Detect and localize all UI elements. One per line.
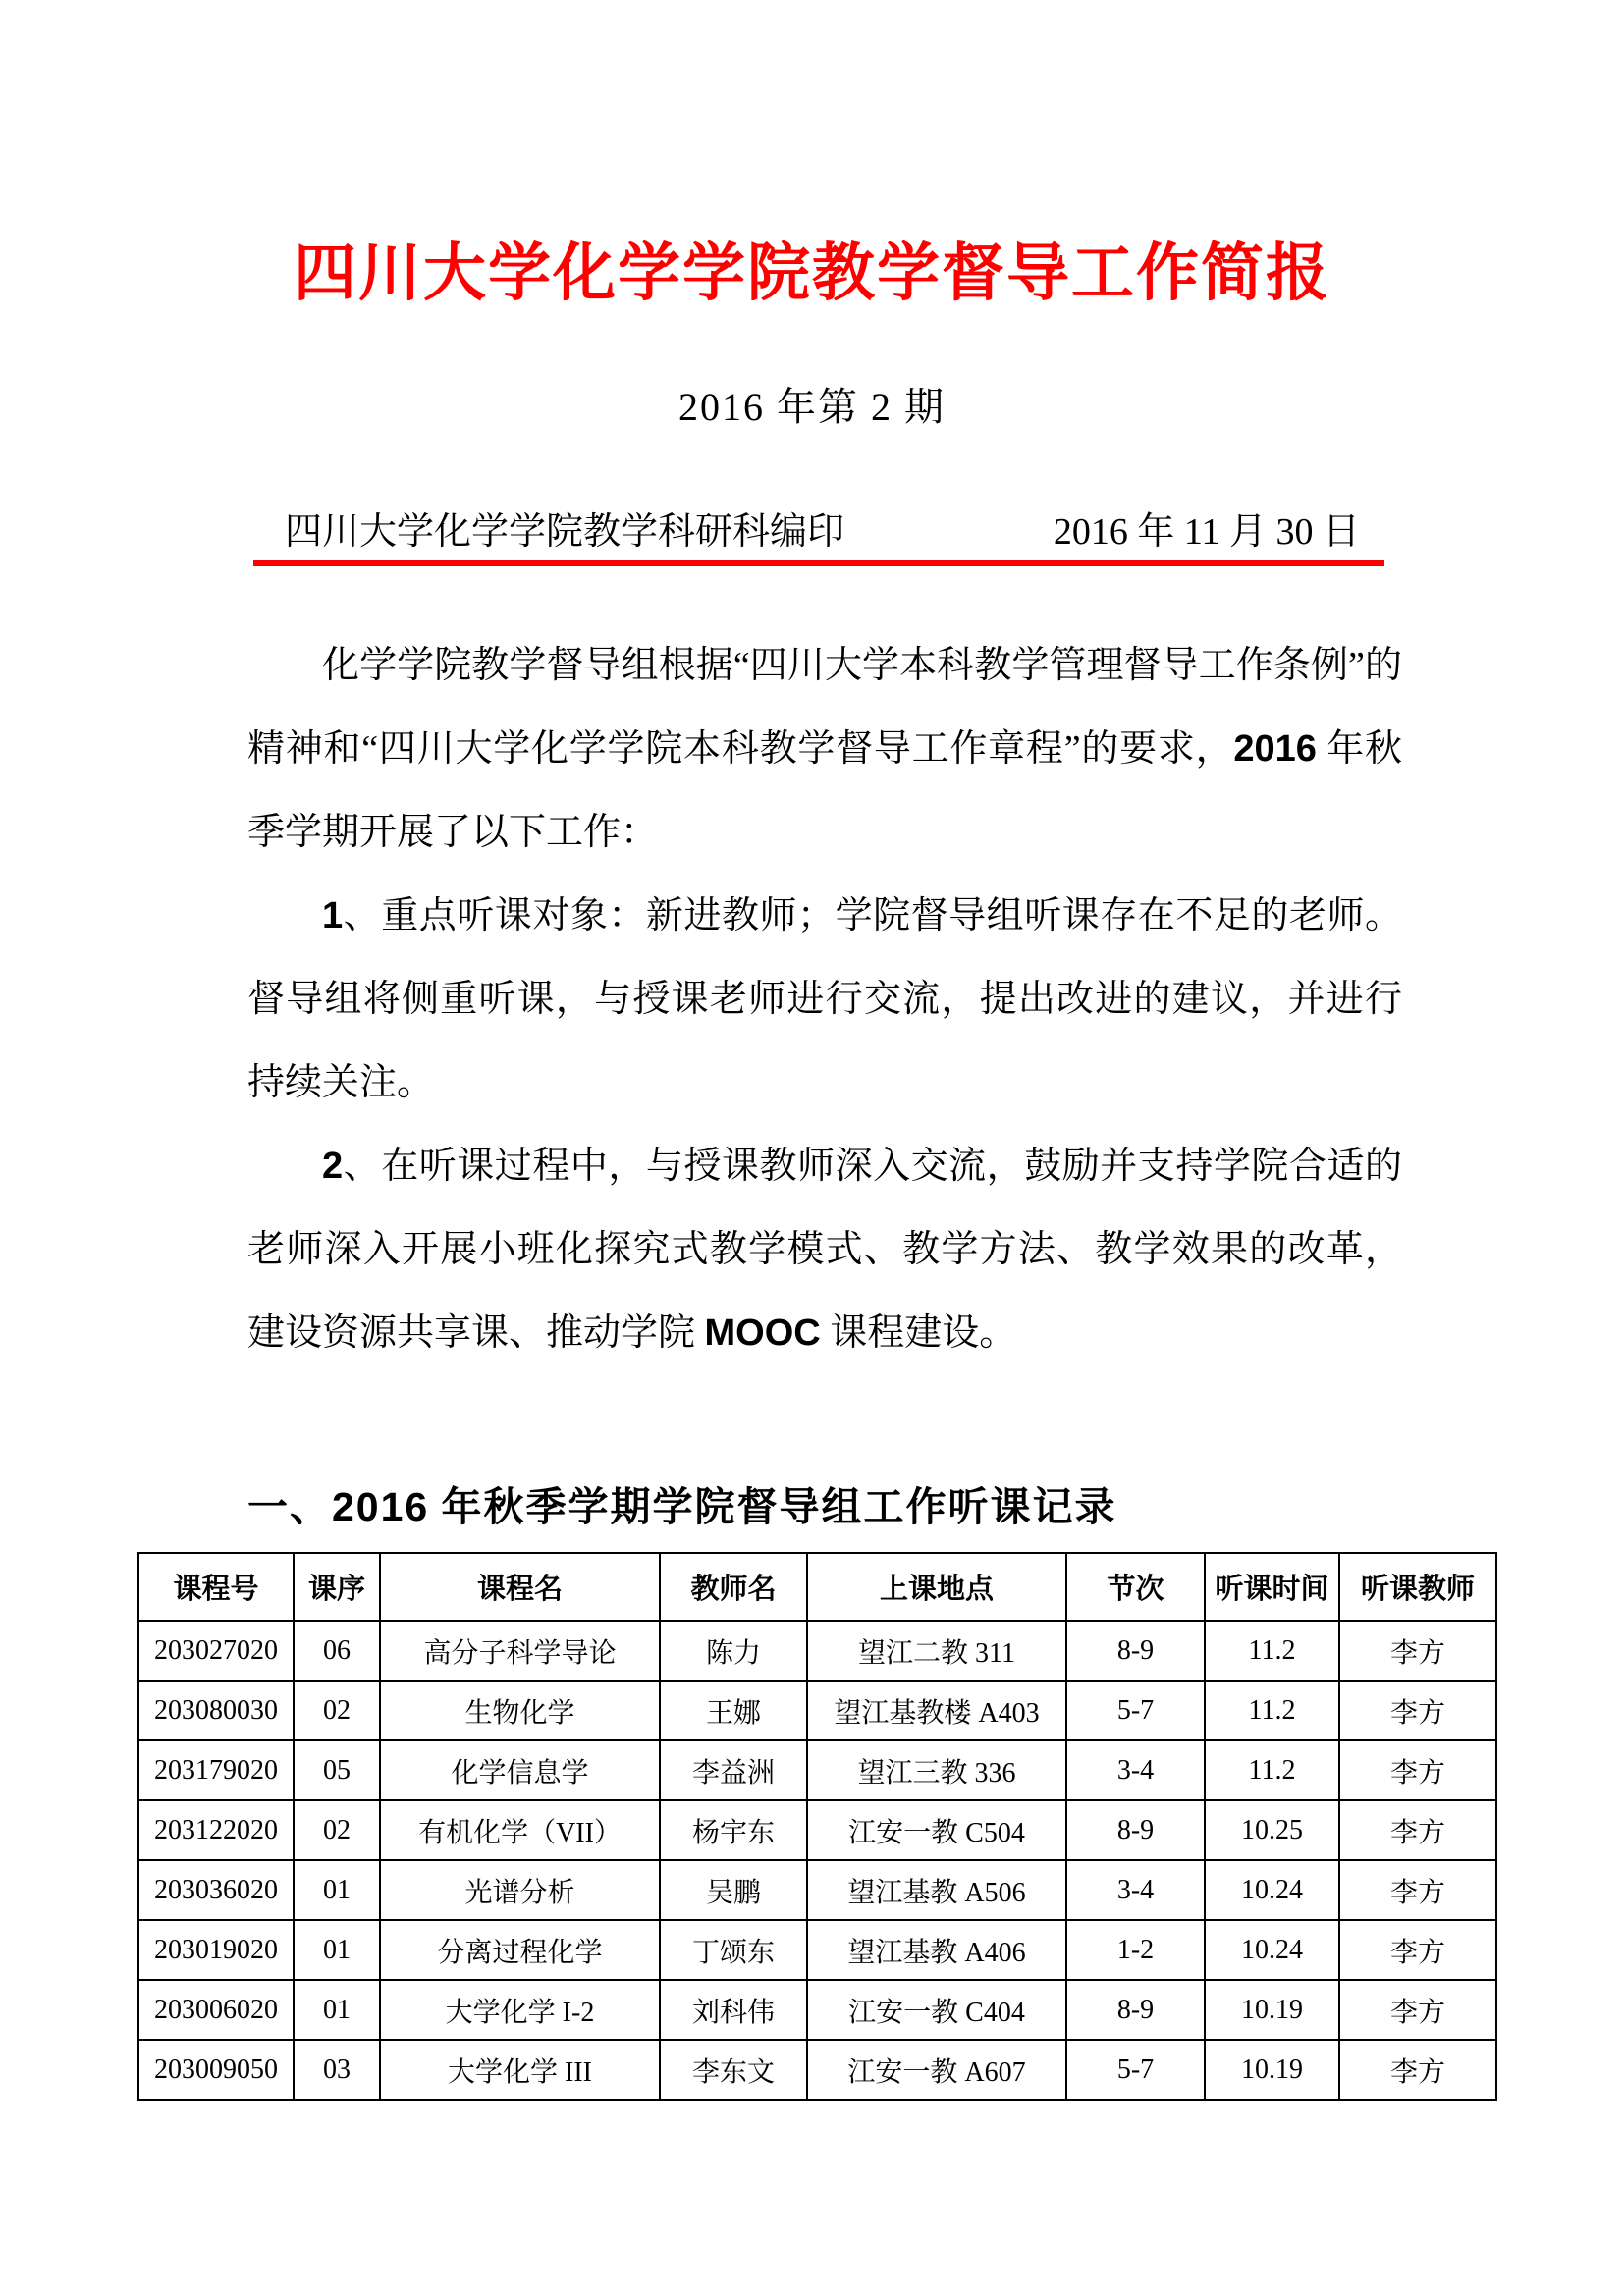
table-cell: 203019020 [138,1920,294,1980]
table-row [138,1800,1496,1860]
table-cell: 10.19 [1205,2040,1339,2100]
table-cell: 李方 [1339,1740,1496,1800]
table-cell: 11.2 [1205,1681,1339,1740]
table-cell: 8-9 [1066,1980,1205,2040]
table-cell: 陈力 [660,1621,807,1681]
table-cell: 11.2 [1205,1740,1339,1800]
table-cell: 光谱分析 [380,1860,660,1920]
table-cell: 有机化学（VII） [380,1800,660,1860]
table-cell: 江安一教 A607 [807,2040,1066,2100]
table-header-row [138,1553,1496,1621]
table-cell: 05 [294,1740,380,1800]
table-body [138,1621,1496,2100]
table-row [138,1920,1496,1980]
table-cell: 203122020 [138,1800,294,1860]
table-cell: 8-9 [1066,1800,1205,1860]
table-cell: 李方 [1339,1800,1496,1860]
table-cell: 吴鹏 [660,1860,807,1920]
records-table [137,1552,1497,2101]
table-cell: 203027020 [138,1621,294,1681]
body-paragraphs [247,624,1402,1375]
table-cell: 3-4 [1066,1860,1205,1920]
table-cell: 杨宇东 [660,1800,807,1860]
table-cell: 望江基教楼 A403 [807,1681,1066,1740]
text-segment: 、重点听课对象：新进教师；学院督导组听课存在不足的老师。督导组将侧重听课，与授课老师进行交流，提出改进的建议，并进行持续关注。 [247,895,1402,1103]
issue-number: 2016 年第 2 期 [678,385,946,429]
column-header: 课程号 [138,1553,294,1621]
text-segment: 、在听课过程中，与授课教师深入交流，鼓励并支持学院合适的老师深入开展小班化探究式教学模式、教学方法、教学效果的改革，建设资源共享课、推动学院 [247,1146,1402,1354]
table-cell: 203179020 [138,1740,294,1800]
table-row [138,1681,1496,1740]
table-cell: 王娜 [660,1681,807,1740]
table-cell: 1-2 [1066,1920,1205,1980]
text-segment: MOOC [704,1312,821,1354]
text-segment: 课程建设。 [820,1312,1017,1354]
table-cell: 5-7 [1066,1681,1205,1740]
table-cell: 李方 [1339,1920,1496,1980]
imprint-date: 2016 年 11 月 30 日 [1053,511,1360,553]
table-cell: 10.24 [1205,1920,1339,1980]
table-cell: 望江基教 A506 [807,1860,1066,1920]
column-header: 听课时间 [1205,1553,1339,1621]
text-segment: 一、 [247,1484,332,1529]
table-cell: 8-9 [1066,1621,1205,1681]
text-segment: 2016 [1233,728,1317,770]
table-row [138,1621,1496,1681]
table-cell: 江安一教 C404 [807,1980,1066,2040]
table-cell: 生物化学 [380,1681,660,1740]
table-row [138,1860,1496,1920]
table-cell: 李益洲 [660,1740,807,1800]
text-segment: 年秋季学期学院督导组工作听课记录 [429,1484,1117,1529]
table-cell: 高分子科学导论 [380,1621,660,1681]
column-header: 上课地点 [807,1553,1066,1621]
table-cell: 06 [294,1621,380,1681]
table-cell: 大学化学 III [380,2040,660,2100]
paragraph [247,875,1402,1125]
table-cell: 3-4 [1066,1740,1205,1800]
table-cell: 江安一教 C504 [807,1800,1066,1860]
column-header: 教师名 [660,1553,807,1621]
table-cell: 李方 [1339,2040,1496,2100]
table-cell: 望江二教 311 [807,1621,1066,1681]
table-cell: 01 [294,1860,380,1920]
table-cell: 01 [294,1980,380,2040]
table-cell: 李方 [1339,1681,1496,1740]
table-cell: 分离过程化学 [380,1920,660,1980]
table-cell: 李东文 [660,2040,807,2100]
table-cell: 03 [294,2040,380,2100]
text-segment: 2 [322,1146,344,1187]
paragraph [247,1125,1402,1375]
table-cell: 大学化学 I-2 [380,1980,660,2040]
imprint-line [285,503,1360,561]
table-row [138,1740,1496,1800]
table-cell: 203009050 [138,2040,294,2100]
table-cell: 10.19 [1205,1980,1339,2040]
table-cell: 01 [294,1920,380,1980]
page-title: 四川大学化学学院教学督导工作简报 [294,238,1330,308]
column-header: 课序 [294,1553,380,1621]
column-header: 课程名 [380,1553,660,1621]
table-cell: 203036020 [138,1860,294,1920]
text-segment: 化学学院教学督导组根据“四川大学本科教学管理督导工作条例”的精神和“四川大学化学学院本科教学督导工作章程”的要求， [247,645,1402,770]
table-cell: 02 [294,1681,380,1740]
table-cell: 望江三教 336 [807,1740,1066,1800]
table-row [138,1980,1496,2040]
table-cell: 化学信息学 [380,1740,660,1800]
table-cell: 203080030 [138,1681,294,1740]
text-segment: 1 [322,895,344,936]
table-cell: 10.24 [1205,1860,1339,1920]
text-segment: 年秋季学期开展了以下工作： [247,728,1402,853]
table-header [138,1553,1496,1621]
column-header: 听课教师 [1339,1553,1496,1621]
table-row [138,2040,1496,2100]
table-cell: 5-7 [1066,2040,1205,2100]
imprint-publisher: 四川大学化学学院教学科研科编印 [285,511,845,553]
column-header: 节次 [1066,1553,1205,1621]
table-cell: 李方 [1339,1860,1496,1920]
table-cell: 望江基教 A406 [807,1920,1066,1980]
section-heading [247,1477,1467,1536]
red-divider-rule [253,560,1384,566]
table-cell: 李方 [1339,1621,1496,1681]
table-cell: 李方 [1339,1980,1496,2040]
table-cell: 11.2 [1205,1621,1339,1681]
table-cell: 02 [294,1800,380,1860]
table-cell: 10.25 [1205,1800,1339,1860]
table-cell: 203006020 [138,1980,294,2040]
table-cell: 刘科伟 [660,1980,807,2040]
paragraph [247,624,1402,875]
text-segment: 2016 [332,1484,430,1529]
table-cell: 丁颂东 [660,1920,807,1980]
